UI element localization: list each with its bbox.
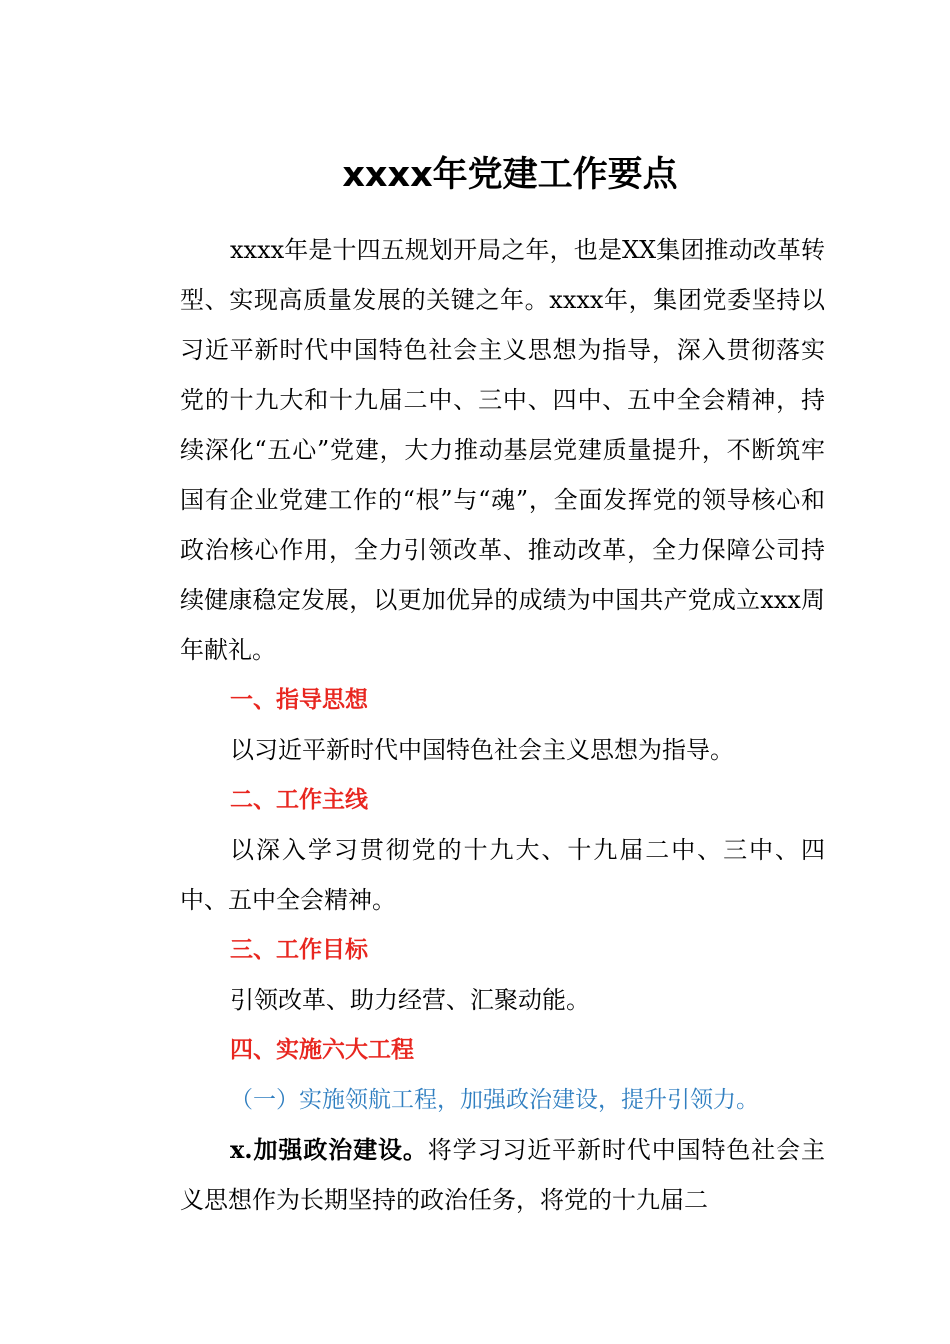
item-paragraph (180, 1125, 825, 1225)
section-heading-six-projects: 四、实施六大工程 (230, 1037, 414, 1063)
section-heading-goals: 三、工作目标 (230, 937, 368, 963)
subsection-heading-pilot-project: （一）实施领航工程，加强政治建设，提升引领力。 (230, 1087, 759, 1113)
section-text-guiding-thought: 以习近平新时代中国特色社会主义思想为指导。 (230, 736, 734, 764)
document-body (180, 225, 825, 1225)
section-heading-guiding-thought: 一、指导思想 (230, 687, 368, 713)
section-text-goals: 引领改革、助力经营、汇聚动能。 (230, 986, 590, 1014)
item-lead: x.加强政治建设。 (230, 1135, 428, 1164)
section-text-main-line: 以深入学习贯彻党的十九大、十九届二中、三中、四中、五中全会精神。 (180, 836, 825, 914)
intro-paragraph: xxxx年是十四五规划开局之年，也是XX集团推动改革转型、实现高质量发展的关键之年。xxxx年，集团党委坚持以习近平新时代中国特色社会主义思想为指导，深入贯彻落实党的十九大和十九届二中、三中、四中、五中全会精神，持续深化“五心”党建，大力推动基层党建质量提升，不断筑牢国有企业党建工作的“根”与“魂”，全面发挥党的领导核心和政治核心作用，全力引领改革、推动改革，全力保障公司持续健康稳定发展，以更加优异的成绩为中国共产党成立xxx周年献礼。 (180, 236, 825, 664)
document-title: xxxx年党建工作要点 (342, 155, 678, 195)
section-heading-main-line: 二、工作主线 (230, 787, 368, 813)
item-text: 将学习习近平新时代中国特色社会主义思想作为长期坚持的政治任务，将党的十九届二 (180, 1136, 825, 1214)
